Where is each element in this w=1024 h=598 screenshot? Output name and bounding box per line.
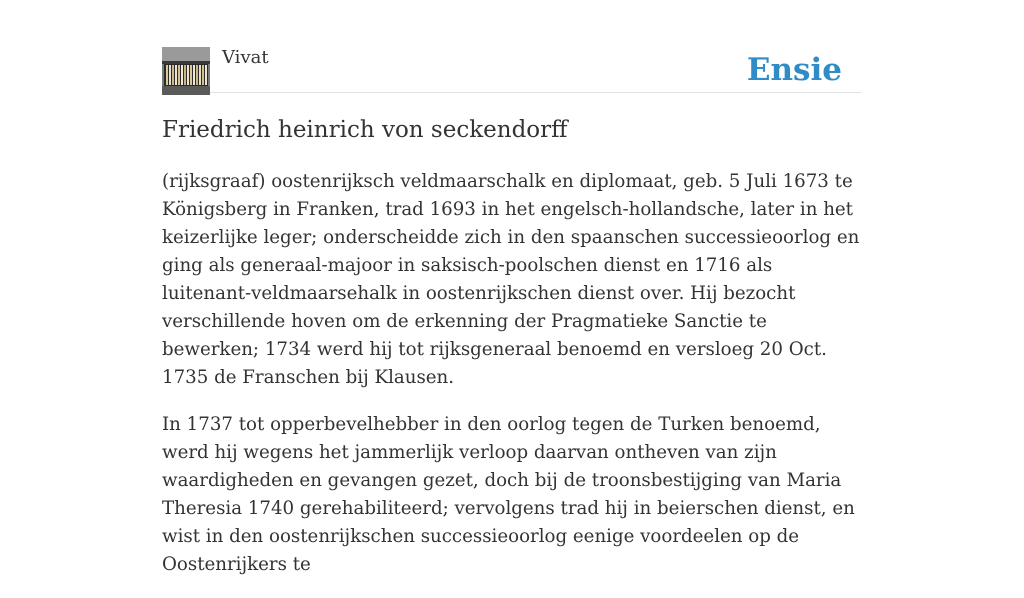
site-header bbox=[162, 47, 862, 93]
bookshelf-avatar-icon[interactable] bbox=[162, 47, 210, 95]
article-title: Friedrich heinrich von seckendorff bbox=[162, 117, 568, 143]
article-paragraph: (rijksgraaf) oostenrijksch veldmaarschalk en diplomaat, geb. 5 Juli 1673 te Königsberg in Franken, trad 1693 in het engelsch-hollandsche, later in het keizerlijke leger; onderscheidde zich in den spaanschen successieoorlog en ging als generaal-majoor in saksisch-poolschen dienst en 1716 als luitenant-veldmaarsehalk in oostenrijkschen dienst over. Hij bezocht verschillende hoven om de erkenning der Pragmatieke Sanctie te bewerken; 1734 werd hij tot rijksgeneraal benoemd en versloeg 20 Oct. 1735 de Franschen bij Klausen. bbox=[162, 171, 860, 388]
ensie-logo[interactable]: Ensie bbox=[746, 52, 842, 88]
article-body bbox=[162, 168, 862, 598]
brand-name[interactable]: Vivat bbox=[222, 47, 269, 68]
article-paragraph: In 1737 tot opperbevelhebber in den oorlog tegen de Turken benoemd, werd hij wegens het jammerlijk verloop daarvan ontheven van zijn waardigheden en gevangen gezet, doch bij de troonsbestijging van Maria Theresia 1740 gerehabiliteerd; vervolgens trad hij in beierschen dienst, en wist in den oostenrijkschen successieoorlog eenige voordeelen op de Oostenrijkers te bbox=[162, 414, 855, 575]
